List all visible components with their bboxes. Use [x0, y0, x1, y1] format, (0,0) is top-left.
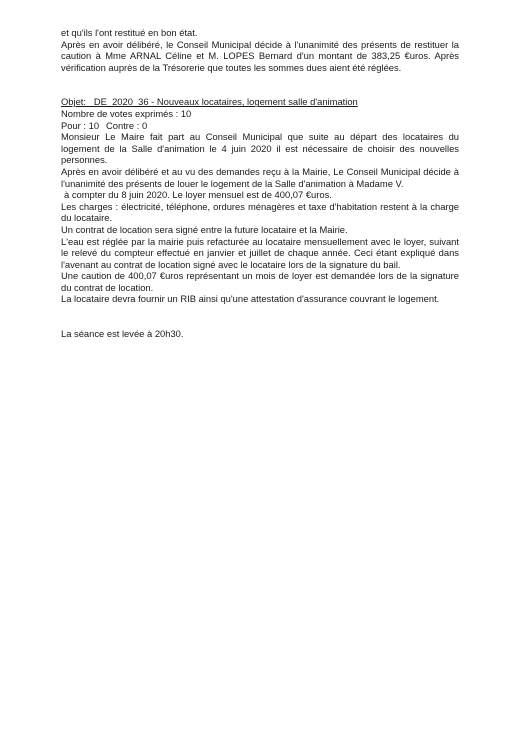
paragraph-documents: La locataire devra fournir un RIB ainsi qu'une attestation d'assurance couvrant le logement. [61, 293, 440, 305]
document-body [61, 27, 459, 340]
objet-spacer [86, 96, 94, 107]
paragraph-start-date-rent: à compter du 8 juin 2020. Le loyer mensuel est de 400,07 €uros. [64, 189, 332, 201]
previous-item-tail: et qu'ils l'ont restitué en bon état. [61, 27, 198, 38]
objet-label: Objet: [61, 96, 87, 108]
paragraph-charges: Les charges : électricité, téléphone, ordures ménagères et taxe d'habitation restent à la charge du locataire. [61, 200, 459, 224]
paragraph-contract: Un contrat de location sera signé entre la future locataire et la Mairie. [61, 223, 348, 235]
votes-expressed: Nombre de votes exprimés : 10 [61, 107, 192, 119]
closing-statement: La séance est levée à 20h30. [61, 328, 184, 340]
paragraph-deposit: Une caution de 400,07 €uros représentant un mois de loyer est demandée lors de la signature du contrat de location. [61, 270, 459, 293]
votes-for: Pour : 10 [61, 119, 100, 131]
objet-heading [61, 96, 459, 108]
votes-against: Contre : 0 [106, 119, 148, 131]
spacer [61, 305, 459, 328]
paragraph-context: Monsieur Le Maire fait part au Conseil Municipal que suite au départ des locataires du logement de la Salle d'animation le 4 juin 2020 il est nécessaire de choisir des nouvelles personnes. [61, 131, 459, 166]
spacer [61, 73, 459, 96]
paragraph-water: L'eau est réglée par la mairie puis refacturée au locataire mensuellement avec le loyer, suivant le relevé du compteur effectué en janvier et juillet de chaque année. Ceci étant expliqué dans l'avenant au contrat de location signé avec le locataire lors de la signature du bail. [61, 235, 459, 270]
previous-item-decision: Après en avoir délibéré, le Conseil Municipal décide à l'unanimité des présents de restituer la caution à Mme ARNAL Céline et M. LOPES Bernard d'un montant de 383,25 €uros. Après vérification auprès de la Trésorerie que toutes les sommes dues aient été réglées. [61, 38, 459, 73]
votes-row [61, 120, 459, 132]
objet-title: DE_2020_36 - Nouveaux locataires, logement salle d'animation [93, 96, 358, 108]
paragraph-decision: Après en avoir délibéré et au vu des demandes reçu à la Mairie, Le Conseil Municipal décide à l'unanimité des présents de louer le logement de la Salle d'animation à Madame V. [61, 165, 459, 189]
